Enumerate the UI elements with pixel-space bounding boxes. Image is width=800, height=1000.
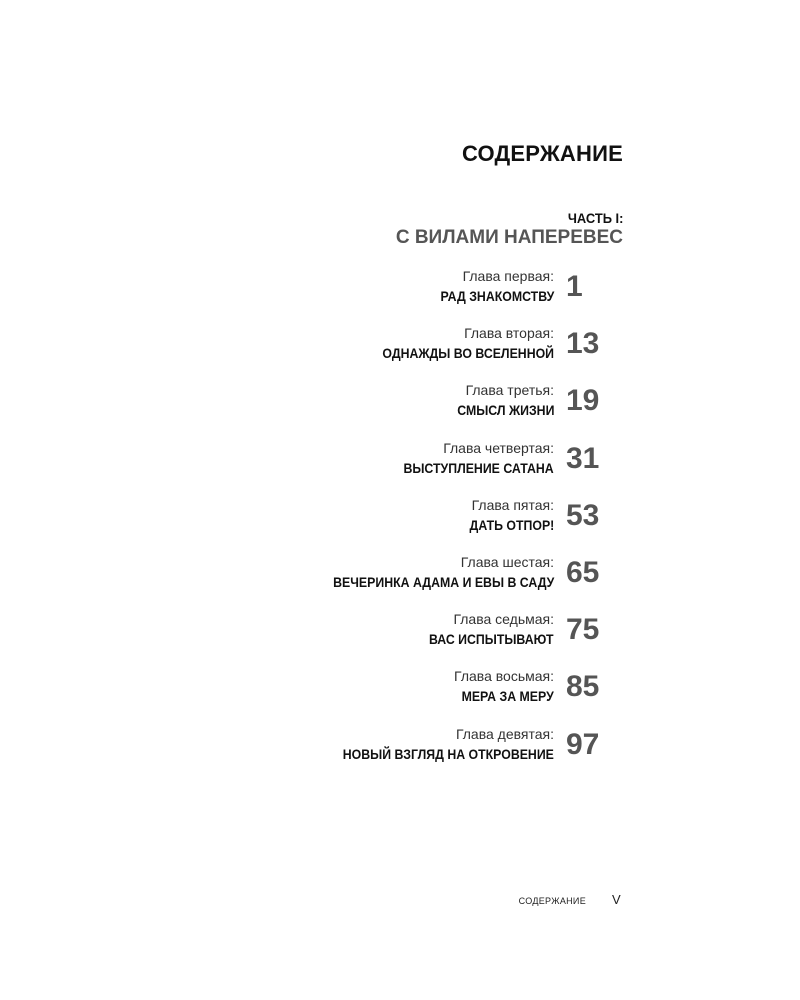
chapter-entry [0,440,800,490]
chapter-title: ВЕЧЕРИНКА АДАМА И ЕВЫ В САДУ [332,574,554,590]
chapter-page-number: 97 [566,728,600,761]
footer-page-number: V [612,892,621,907]
chapter-label: Глава шестая: [460,554,554,570]
chapter-entry [0,611,800,661]
chapter-title: ДАТЬ ОТПОР! [469,517,554,533]
chapter-label: Глава первая: [462,268,554,284]
chapter-label: Глава вторая: [464,325,554,341]
chapter-label: Глава четвертая: [443,440,554,456]
chapter-page-number: 19 [566,384,600,417]
chapter-title: РАД ЗНАКОМСТВУ [440,288,554,304]
chapter-entry [0,726,800,776]
chapter-entry [0,325,800,375]
chapter-label: Глава третья: [465,382,554,398]
chapter-title: МЕРА ЗА МЕРУ [461,688,554,704]
running-footer-label: СОДЕРЖАНИЕ [518,896,586,906]
chapter-title: НОВЫЙ ВЗГЛЯД НА ОТКРОВЕНИЕ [342,746,554,762]
chapter-page-number: 65 [566,556,600,589]
part-label: ЧАСТЬ I: [567,210,623,226]
chapter-label: Глава восьмая: [454,668,554,684]
chapter-title: СМЫСЛ ЖИЗНИ [456,402,554,418]
chapter-entry [0,268,800,318]
chapter-page-number: 85 [566,670,600,703]
chapter-entry [0,497,800,547]
chapter-title: ВЫСТУПЛЕНИЕ САТАНА [403,460,554,476]
part-title: С ВИЛАМИ НАПЕРЕВЕС [395,227,623,248]
chapter-page-number: 13 [566,327,600,360]
chapter-entry [0,382,800,432]
chapter-label: Глава девятая: [455,726,554,742]
chapter-page-number: 75 [566,613,600,646]
toc-title: СОДЕРЖАНИЕ [461,141,623,166]
chapter-entry [0,554,800,604]
chapter-label: Глава пятая: [471,497,554,513]
chapter-page-number: 1 [566,270,583,303]
chapter-page-number: 53 [566,499,600,532]
chapter-entry [0,668,800,718]
chapter-label: Глава седьмая: [453,611,554,627]
chapter-page-number: 31 [566,442,600,475]
chapter-title: ОДНАЖДЫ ВО ВСЕЛЕННОЙ [382,345,554,361]
chapter-title: ВАС ИСПЫТЫВАЮТ [429,631,554,647]
